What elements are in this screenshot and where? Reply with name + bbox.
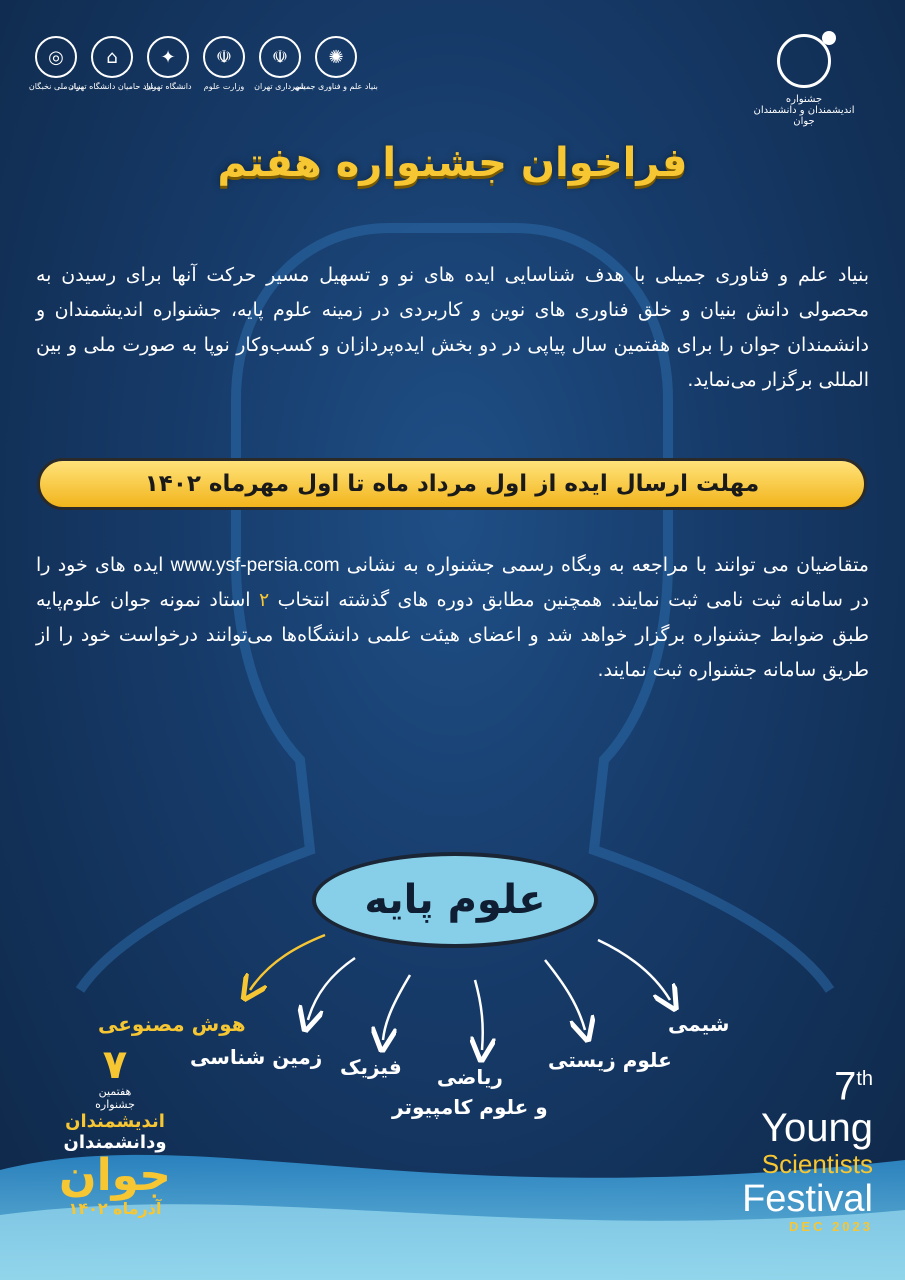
university-logo-icon: ✦ (147, 36, 189, 78)
science-math: ریاضی و علوم کامپیوتر (392, 1065, 548, 1119)
festival-brand-logo: جشنواره اندیشمندان و دانشمندان جوان (749, 34, 859, 127)
science-physics: فیزیک (340, 1055, 402, 1079)
emblem-logo-icon: ☫ (203, 36, 245, 78)
gear-logo-icon: ✺ (315, 36, 357, 78)
science-ai: هوش مصنوعی (98, 1012, 246, 1036)
science-geology: زمین شناسی (190, 1045, 323, 1069)
partner-logo: ◎ بنیاد ملی نخبگان (36, 36, 76, 91)
science-chemistry: شیمی (668, 1012, 730, 1036)
hub-basic-sciences: علوم پایه (312, 852, 598, 948)
partner-logo: ☫ شهرداری تهران (260, 36, 300, 91)
intro-paragraph: بنیاد علم و فناوری جمیلی با هدف شناسایی ایده های نو و تسهیل مسیر حرکت آنها برای رسیدن به محصولی دانش بنیان و خلق فناوری های نوین و کاربردی در زمینه علوم پایه، جشنواره اندیشمندان و دانشمندان جوان را برای هفتمین سال پیاپی در دو بخش ایده‌پردازان و کسب‌وکار نوپا به صورت ملی و بین المللی برگزار می‌نماید. (36, 264, 869, 391)
partner-logo: ☫ وزارت علوم (204, 36, 244, 91)
festival-logo-en: 7th Young Scientists Festival DEC 2023 (742, 1064, 873, 1235)
tower-logo-icon: ⌂ (91, 36, 133, 78)
page-title: فراخوان جشنواره هفتم (217, 140, 688, 186)
festival-logo-fa: ۷ هفتمین جشنواره اندیشمندان ودانشمندان جوان آذرماه ۱۴۰۲ (59, 1042, 171, 1218)
spiral-logo-icon: ◎ (35, 36, 77, 78)
partner-logo: ✺ بنیاد علم و فناوری جمیلی (316, 36, 356, 91)
emblem2-logo-icon: ☫ (259, 36, 301, 78)
partner-logo: ⌂ بنیاد حامیان دانشگاه تهران (92, 36, 132, 91)
website-link[interactable]: www.ysf-persia.com (170, 555, 340, 576)
partner-logo: ✦ دانشگاه تهران (148, 36, 188, 91)
call-paragraph: متقاضیان می توانند با مراجعه به وبگاه رسمی جشنواره به نشانی www.ysf-persia.com ایده های خود را در سامانه ثبت نامی ثبت نمایند. همچنین مطابق دوره های گذشته انتخاب ۲ استاد نمونه جوان علوم‌پایه طبق ضوابط جشنواره برگزار خواهد شد و اعضای هیئت علمی دانشگاه‌ها می‌توانند درخواست خود را از طریق سامانه جشنواره ثبت نمایند. (36, 554, 869, 681)
deadline-banner: مهلت ارسال ایده از اول مرداد ماه تا اول مهرماه ۱۴۰۲ (37, 458, 867, 510)
science-biology: علوم زیستی (548, 1048, 672, 1072)
